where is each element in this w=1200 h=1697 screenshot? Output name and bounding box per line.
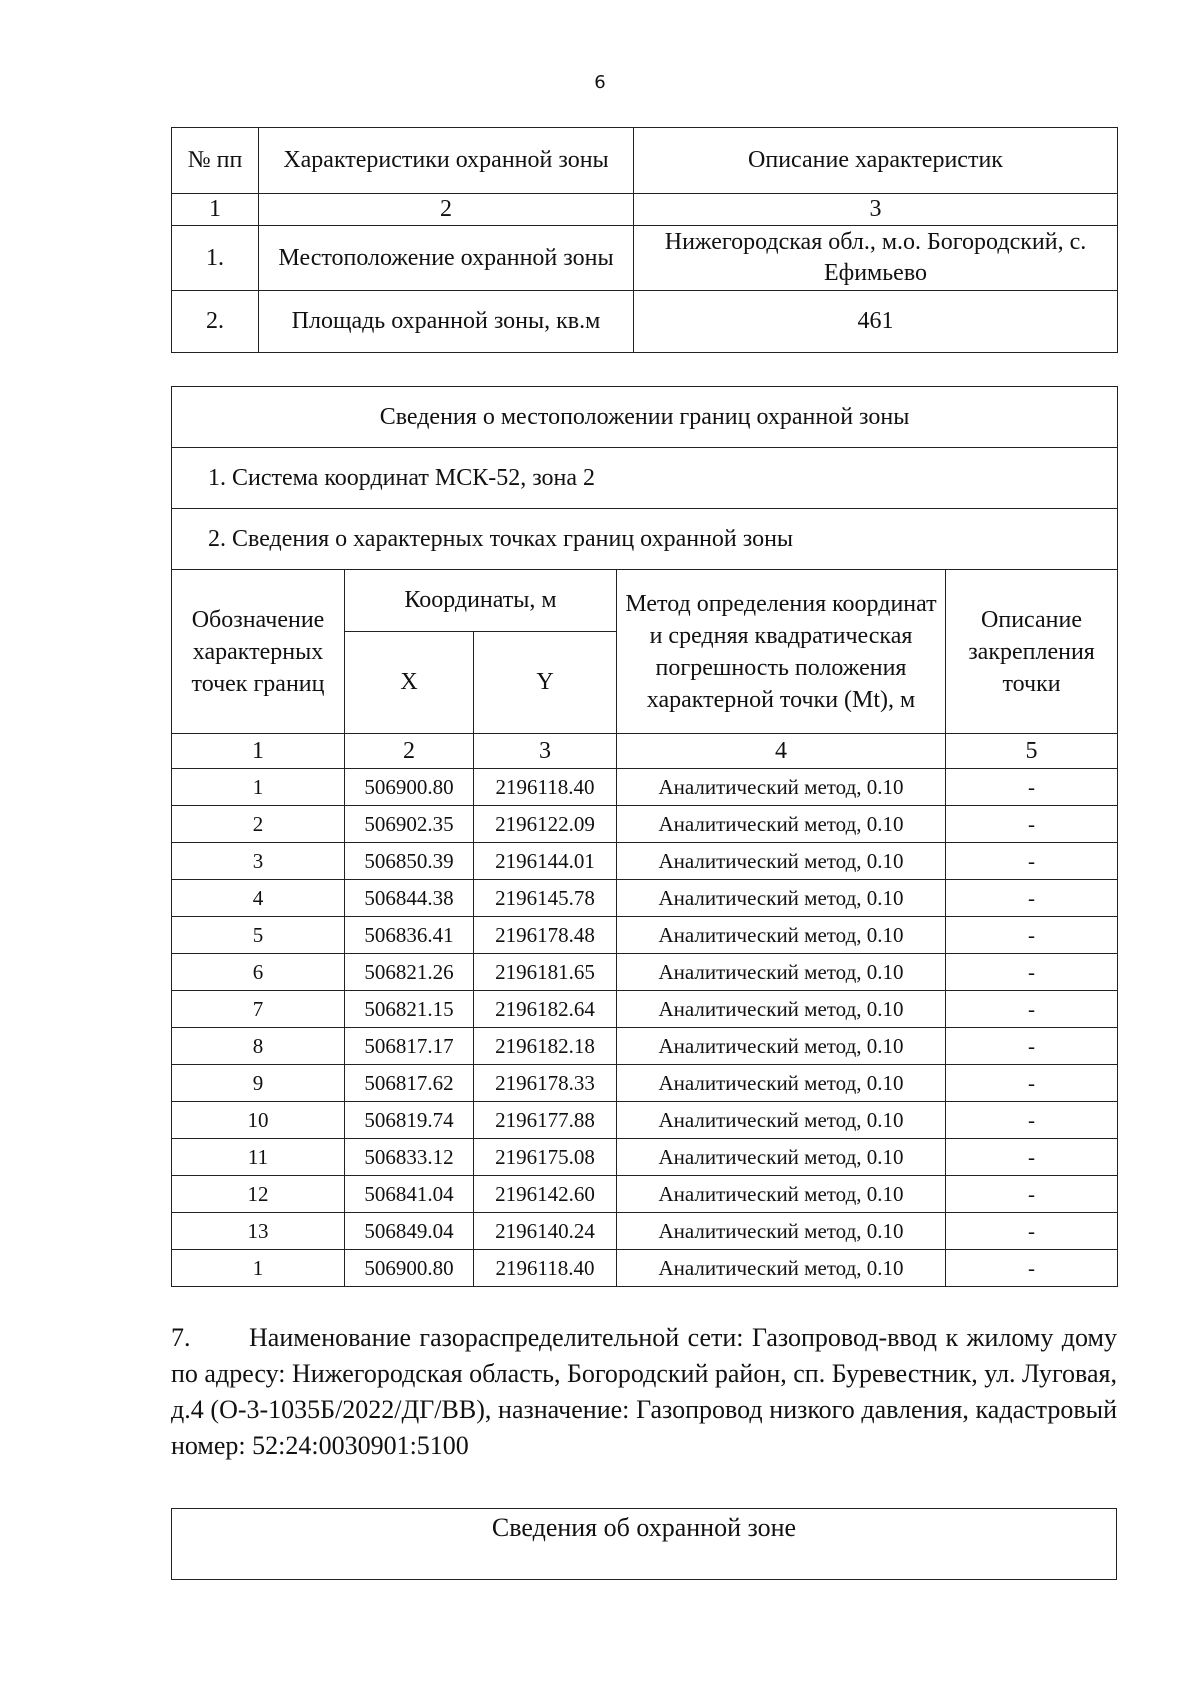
- column-number: 2: [345, 734, 474, 769]
- header-x: X: [345, 632, 474, 734]
- row-number: 1.: [172, 226, 259, 291]
- method: Аналитический метод, 0.10: [617, 806, 946, 843]
- table-row: [172, 1102, 1118, 1139]
- fixing: -: [946, 1250, 1118, 1287]
- coord-y: 2196118.40: [474, 1250, 617, 1287]
- coord-y: 2196122.09: [474, 806, 617, 843]
- table-title-row: [172, 387, 1118, 448]
- characteristic-name: Местоположение охранной зоны: [259, 226, 634, 291]
- fixing: -: [946, 917, 1118, 954]
- fixing: -: [946, 954, 1118, 991]
- coord-x: 506844.38: [345, 880, 474, 917]
- table-row: [172, 1065, 1118, 1102]
- method: Аналитический метод, 0.10: [617, 1213, 946, 1250]
- coord-x: 506849.04: [345, 1213, 474, 1250]
- point-number: 1: [172, 1250, 345, 1287]
- coord-x: 506850.39: [345, 843, 474, 880]
- row-number: 2.: [172, 291, 259, 353]
- method: Аналитический метод, 0.10: [617, 1028, 946, 1065]
- method: Аналитический метод, 0.10: [617, 769, 946, 806]
- coord-y: 2196175.08: [474, 1139, 617, 1176]
- fixing: -: [946, 806, 1118, 843]
- column-number: 3: [634, 194, 1118, 226]
- points-body: [172, 769, 1118, 1287]
- header-fixing: Описание закрепления точки: [946, 570, 1118, 734]
- header-cell: Описание характеристик: [634, 128, 1118, 194]
- fixing: -: [946, 843, 1118, 880]
- points-heading-row: [172, 509, 1118, 570]
- method: Аналитический метод, 0.10: [617, 954, 946, 991]
- coord-x: 506833.12: [345, 1139, 474, 1176]
- coord-y: 2196182.18: [474, 1028, 617, 1065]
- table-row: [172, 806, 1118, 843]
- coord-x: 506817.62: [345, 1065, 474, 1102]
- coord-system-row: [172, 448, 1118, 509]
- characteristic-value: Нижегородская обл., м.о. Богородский, с. Ефимьево: [634, 226, 1118, 291]
- method: Аналитический метод, 0.10: [617, 1065, 946, 1102]
- method: Аналитический метод, 0.10: [617, 991, 946, 1028]
- coord-y: 2196144.01: [474, 843, 617, 880]
- coord-x: 506902.35: [345, 806, 474, 843]
- fixing: -: [946, 1065, 1118, 1102]
- coord-y: 2196142.60: [474, 1176, 617, 1213]
- coord-x: 506900.80: [345, 1250, 474, 1287]
- fixing: -: [946, 769, 1118, 806]
- coord-x: 506819.74: [345, 1102, 474, 1139]
- coord-x: 506841.04: [345, 1176, 474, 1213]
- coord-y: 2196140.24: [474, 1213, 617, 1250]
- point-number: 10: [172, 1102, 345, 1139]
- page-number: 6: [594, 72, 606, 93]
- point-number: 2: [172, 806, 345, 843]
- point-number: 7: [172, 991, 345, 1028]
- section-text: Наименование газораспределительной сети: Газопровод-ввод к жилому дому по адресу: Нижегородская область, Богородский район, сп. Буревестник, ул. Луговая, д.4 (О-3-1035Б/2022/ДГ/ВВ), назначение: Газопровод низкого давления, кадастровый номер: 52:24:0030901:5100: [171, 1323, 1117, 1460]
- table-row: [172, 843, 1118, 880]
- coord-x: 506836.41: [345, 917, 474, 954]
- coord-x: 506900.80: [345, 769, 474, 806]
- table-row: [172, 1028, 1118, 1065]
- point-number: 9: [172, 1065, 345, 1102]
- table-row: [172, 954, 1118, 991]
- zone-characteristics-table: [171, 127, 1118, 353]
- table-row: [172, 291, 1118, 353]
- method: Аналитический метод, 0.10: [617, 1139, 946, 1176]
- column-number-row: [172, 194, 1118, 226]
- point-number: 5: [172, 917, 345, 954]
- point-number: 4: [172, 880, 345, 917]
- method: Аналитический метод, 0.10: [617, 1102, 946, 1139]
- section-number: 7.: [171, 1323, 191, 1352]
- table-row: [172, 226, 1118, 291]
- header-cell: Характеристики охранной зоны: [259, 128, 634, 194]
- column-number: 1: [172, 194, 259, 226]
- table-header-row: [172, 570, 1118, 632]
- method: Аналитический метод, 0.10: [617, 917, 946, 954]
- points-heading: 2. Сведения о характерных точках границ охранной зоны: [172, 509, 1118, 570]
- coord-y: 2196178.48: [474, 917, 617, 954]
- table-row: [172, 917, 1118, 954]
- point-number: 12: [172, 1176, 345, 1213]
- point-number: 6: [172, 954, 345, 991]
- table-title: Сведения о местоположении границ охранной зоны: [172, 387, 1118, 448]
- characteristic-name: Площадь охранной зоны, кв.м: [259, 291, 634, 353]
- table-header-row: [172, 128, 1118, 194]
- header-cell: № пп: [172, 128, 259, 194]
- table-row: [172, 1213, 1118, 1250]
- coord-y: 2196182.64: [474, 991, 617, 1028]
- point-number: 8: [172, 1028, 345, 1065]
- table-row: [172, 1139, 1118, 1176]
- coord-x: 506821.26: [345, 954, 474, 991]
- point-number: 11: [172, 1139, 345, 1176]
- point-number: 1: [172, 769, 345, 806]
- table-row: [172, 991, 1118, 1028]
- column-number: 3: [474, 734, 617, 769]
- header-method: Метод определения координат и средняя квадратическая погрешность положения характерной точки (Mt), м: [617, 570, 946, 734]
- fixing: -: [946, 1139, 1118, 1176]
- characteristic-value: 461: [634, 291, 1118, 353]
- coord-x: 506817.17: [345, 1028, 474, 1065]
- fixing: -: [946, 1176, 1118, 1213]
- coord-system: 1. Система координат МСК-52, зона 2: [172, 448, 1118, 509]
- header-coords: Координаты, м: [345, 570, 617, 632]
- point-number: 3: [172, 843, 345, 880]
- fixing: -: [946, 1102, 1118, 1139]
- table-title: Сведения об охранной зоне: [172, 1509, 1117, 1580]
- boundary-points-table: [171, 386, 1118, 1287]
- table-title-row: [172, 1509, 1117, 1580]
- header-designation: Обозначение характерных точек границ: [172, 570, 345, 734]
- coord-y: 2196181.65: [474, 954, 617, 991]
- column-number: 4: [617, 734, 946, 769]
- coord-y: 2196178.33: [474, 1065, 617, 1102]
- column-number: 2: [259, 194, 634, 226]
- column-number-row: [172, 734, 1118, 769]
- fixing: -: [946, 991, 1118, 1028]
- header-y: Y: [474, 632, 617, 734]
- section-paragraph: [171, 1320, 1117, 1464]
- zone-info-table: [171, 1508, 1117, 1580]
- coord-x: 506821.15: [345, 991, 474, 1028]
- column-number: 5: [946, 734, 1118, 769]
- table-row: [172, 769, 1118, 806]
- method: Аналитический метод, 0.10: [617, 843, 946, 880]
- table-row: [172, 1176, 1118, 1213]
- table-row: [172, 880, 1118, 917]
- method: Аналитический метод, 0.10: [617, 1176, 946, 1213]
- table-row: [172, 1250, 1118, 1287]
- fixing: -: [946, 1213, 1118, 1250]
- method: Аналитический метод, 0.10: [617, 1250, 946, 1287]
- fixing: -: [946, 880, 1118, 917]
- column-number: 1: [172, 734, 345, 769]
- method: Аналитический метод, 0.10: [617, 880, 946, 917]
- coord-y: 2196177.88: [474, 1102, 617, 1139]
- coord-y: 2196118.40: [474, 769, 617, 806]
- point-number: 13: [172, 1213, 345, 1250]
- coord-y: 2196145.78: [474, 880, 617, 917]
- fixing: -: [946, 1028, 1118, 1065]
